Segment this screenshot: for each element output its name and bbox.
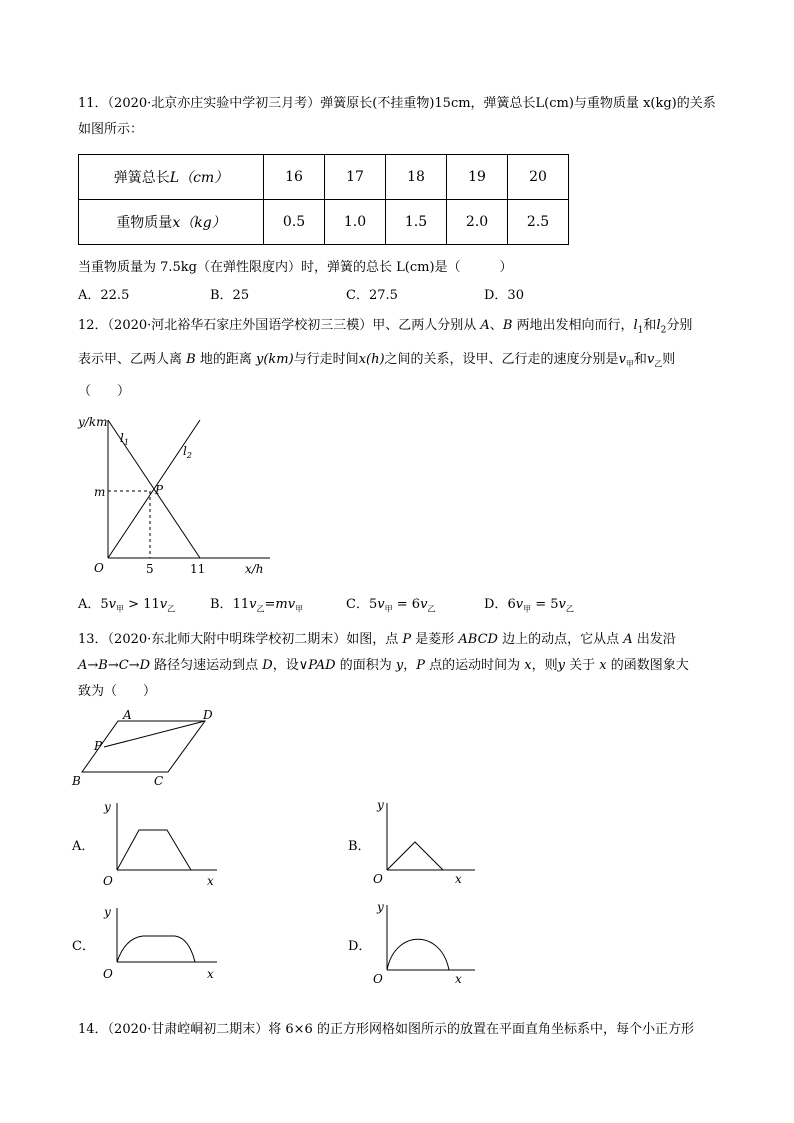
x-axis-label: x: [455, 872, 462, 886]
point-p-label: P: [94, 739, 103, 753]
table-cell: 18: [386, 155, 447, 200]
q13-option-a-letter: A．: [72, 839, 95, 854]
origin-label: O: [103, 874, 113, 888]
y-axis-label: y/km: [78, 415, 108, 429]
table-row-mass: [79, 200, 569, 245]
parabola-curve: [387, 939, 449, 970]
x-axis-label: x: [207, 874, 214, 888]
curved-trapezoid-curve: [117, 936, 195, 962]
q11-stem-line1: 11．（2020·北京亦庄实验中学初三月考）弹簧原长(不挂重物)15cm，弹簧总长L(cm)与重物质量 x(kg)的关系: [78, 96, 716, 111]
q13-stem-line2: A→B→C→D 路径匀速运动到点 D，设∨PAD 的面积为 y，P 点的运动时间为 x，则y 关于 x 的函数图象大: [78, 658, 689, 673]
origin-label: O: [373, 872, 383, 886]
vertex-d-label: D: [203, 708, 213, 722]
y-axis-label: y: [377, 798, 384, 812]
table-cell: 1.0: [325, 200, 386, 245]
vertex-a-label: A: [123, 708, 132, 722]
triangle-curve: [387, 842, 443, 870]
table-cell: 2.5: [508, 200, 569, 245]
table-cell: 1.5: [386, 200, 447, 245]
q13-option-c-graph: [95, 900, 225, 990]
q12-stem-line1: 12．（2020·河北裕华石家庄外国语学校初三三模）甲、乙两人分别从 A、B 两地出发相向而行，$l_1$和$l_2$分别: [78, 318, 693, 336]
q14-stem: 14．（2020·甘肃崆峒初二期末）将 6×6 的正方形网格如图所示的放置在平面直角坐标系中，每个小正方形: [78, 1022, 694, 1037]
row-header-length: 弹簧总长L（cm）: [79, 155, 264, 200]
table-cell: 2.0: [447, 200, 508, 245]
q11-option-c: C．27.5: [346, 288, 398, 303]
q13-option-c-letter: C．: [72, 939, 95, 954]
q12-stem-line3: （ ）: [78, 384, 131, 399]
q12-option-c: C．$5v_甲 = 6v_乙$: [346, 597, 436, 614]
y-axis-label: y: [104, 905, 111, 919]
spring-data-table: [78, 154, 569, 245]
q11-stem-line2: 如图所示：: [78, 122, 144, 137]
q12-option-b: B．$11v_乙=mv_甲$: [210, 597, 304, 614]
l1-label: $l_1$: [120, 431, 129, 447]
x-axis-label: x: [207, 967, 214, 981]
table-cell: 19: [447, 155, 508, 200]
q11-option-a: A．22.5: [78, 288, 130, 303]
q13-stem-line3: 致为（ ）: [78, 684, 157, 699]
origin-label: O: [103, 967, 113, 981]
q13-option-b-graph: [365, 795, 485, 890]
point-p-label: P: [155, 483, 164, 497]
x-axis-label: x: [455, 972, 462, 986]
q12-option-d: D．$6v_甲 = 5v_乙$: [484, 597, 574, 614]
m-label: m: [94, 485, 106, 499]
x-axis-label: x/h: [245, 562, 264, 576]
trapezoid-curve: [117, 830, 191, 870]
table-cell: 17: [325, 155, 386, 200]
q12-distance-time-graph: [70, 410, 280, 585]
table-cell: 20: [508, 155, 569, 200]
q13-option-b-letter: B．: [348, 839, 371, 854]
y-axis-label: y: [377, 900, 384, 914]
q13-option-a-graph: [95, 795, 225, 890]
segment-pd: [104, 721, 205, 747]
q11-option-d: D．30: [484, 288, 524, 303]
q12-option-a: A．$5v_甲 > 11v_乙$: [78, 597, 176, 614]
y-axis-label: y: [104, 800, 111, 814]
q13-stem-line1: 13．（2020·东北师大附中明珠学校初二期末）如图，点 P 是菱形 ABCD 边上的动点，它从点 A 出发沿: [78, 632, 676, 647]
origin-label: O: [373, 972, 383, 986]
q11-question: 当重物质量为 7.5kg（在弹性限度内）时，弹簧的总长 L(cm)是（ ）: [78, 260, 513, 275]
table-cell: 16: [264, 155, 325, 200]
l2-label: $l_2$: [183, 444, 192, 460]
table-cell: 0.5: [264, 200, 325, 245]
vertex-c-label: C: [154, 774, 164, 788]
q11-option-b: B．25: [210, 288, 250, 303]
origin-label: O: [94, 561, 104, 575]
table-row-length: [79, 155, 569, 200]
row-header-mass: 重物质量x（kg）: [79, 200, 264, 245]
x-tick-11: 11: [190, 562, 206, 576]
q13-option-d-letter: D．: [348, 939, 372, 954]
q13-rhombus-figure: [68, 705, 228, 790]
q12-stem-line2: 表示甲、乙两人离 B 地的距离 y(km)与行走时间x(h)之间的关系，设甲、乙行走的速度分别是$v_甲$和$v_乙$则: [78, 352, 676, 369]
vertex-b-label: B: [72, 774, 81, 788]
x-tick-5: 5: [146, 562, 154, 576]
q13-option-d-graph: [365, 897, 485, 992]
